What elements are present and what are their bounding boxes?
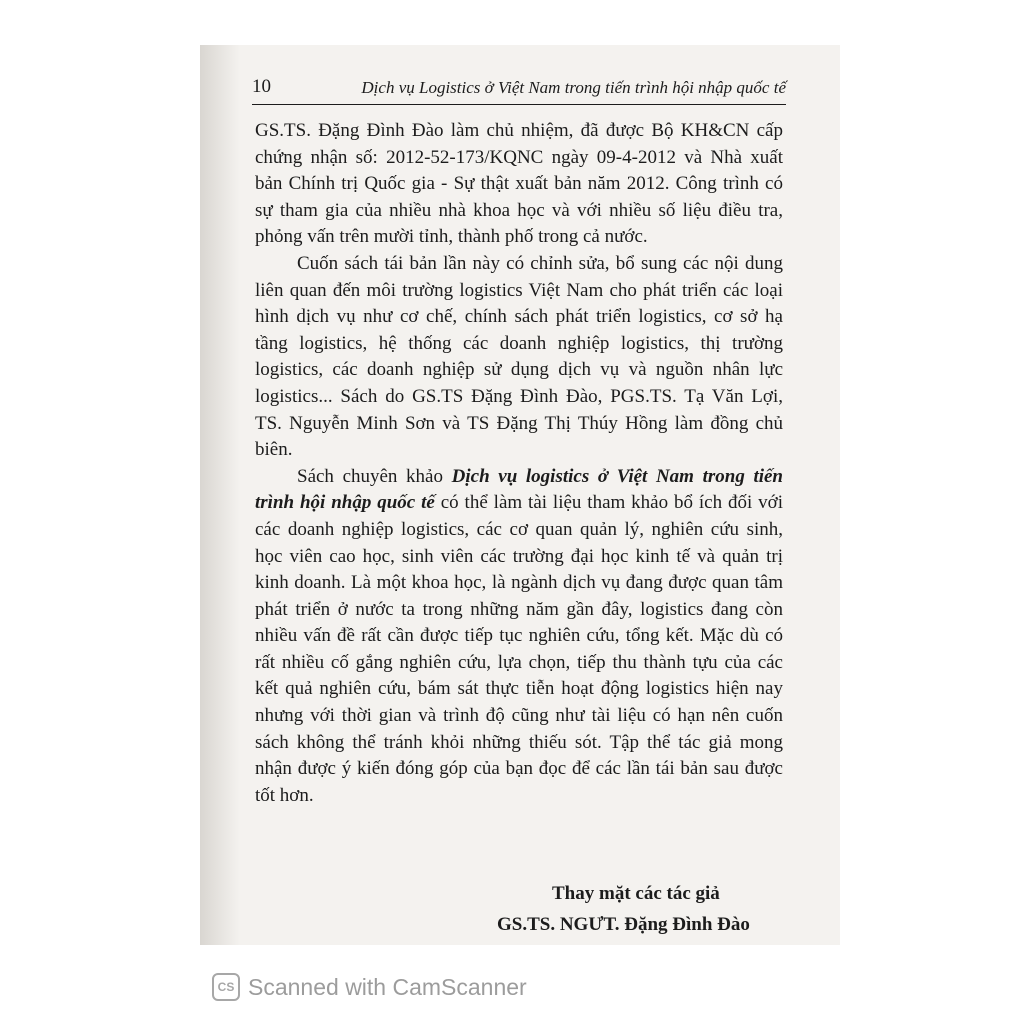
page-number: 10 [252,76,271,97]
paragraph-1: GS.TS. Đặng Đình Đào làm chủ nhiệm, đã được Bộ KH&CN cấp chứng nhận số: 2012-52-173/KQNC ngày 09-4-2012 và Nhà xuất bản Chính trị Quốc gia - Sự thật xuất bản năm 2012. Công trình có sự tham gia của nhiều nhà khoa học và với nhiều số liệu điều tra, phỏng vấn trên mười tỉnh, thành phố trong cả nước. [255,120,783,248]
signature-on-behalf: Thay mặt các tác giả [552,883,720,904]
book-title: Dịch vụ logistics ở Việt Nam trong tiến trình hội nhập quốc tế [255,465,784,514]
paragraph-2: Cuốn sách tái bản lần này có chỉnh sửa, bổ sung các nội dung liên quan đến môi trường logistics Việt Nam cho phát triển các loại hình dịch vụ như cơ chế, chính sách phát triển logistics, cơ sở hạ tầng logistics, hệ thống các doanh nghiệp logistics, thị trường logistics, các doanh nghiệp sử dụng dịch vụ và nguồn nhân lực logistics... Sách do GS.TS Đặng Đình Đào, PGS.TS. Tạ Văn Lợi, TS. Nguyễn Minh Sơn và TS Đặng Thị Thúy Hồng làm đồng chủ biên. [255,252,783,461]
paragraph-3 [255,464,783,810]
paragraph-3-rest: có thể làm tài liệu tham khảo bổ ích đối với các doanh nghiệp logistics, các cơ quan quản lý, nghiên cứu sinh, học viên cao học, sinh viên các trường đại học kinh tế và quản trị kinh doanh. Là một khoa học, là ngành dịch vụ đang được quan tâm phát triển ở nước ta trong những năm gần đây, logistics đang còn nhiều vấn đề rất cần được tiếp tục nghiên cứu, tổng kết. Mặc dù có rất nhiều cố gắng nghiên cứu, lựa chọn, tiếp thu thành tựu của các kết quả nghiên cứu, bám sát thực tiễn hoạt động logistics hiện nay nhưng với thời gian và trình độ cũng như tài liệu có hạn nên cuốn sách không thể tránh khỏi những thiếu sót. Tập thể tác giả mong nhận được ý kiến đóng góp của bạn đọc để các lần tái bản sau được tốt hơn. [255,492,783,806]
camscanner-watermark [212,970,527,1004]
page-shadow [200,45,240,945]
camscanner-logo-icon: CS [212,973,240,1001]
signature-author: GS.TS. NGƯT. Đặng Đình Đào [497,914,750,935]
body-text [255,118,783,809]
paragraph-3-lead: Sách chuyên khảo [297,465,443,487]
signature-block [480,878,790,940]
running-title: Dịch vụ Logistics ở Việt Nam trong tiến trình hội nhập quốc tế [361,78,786,97]
page-header [252,72,786,105]
watermark-text: Scanned with CamScanner [248,973,527,1000]
